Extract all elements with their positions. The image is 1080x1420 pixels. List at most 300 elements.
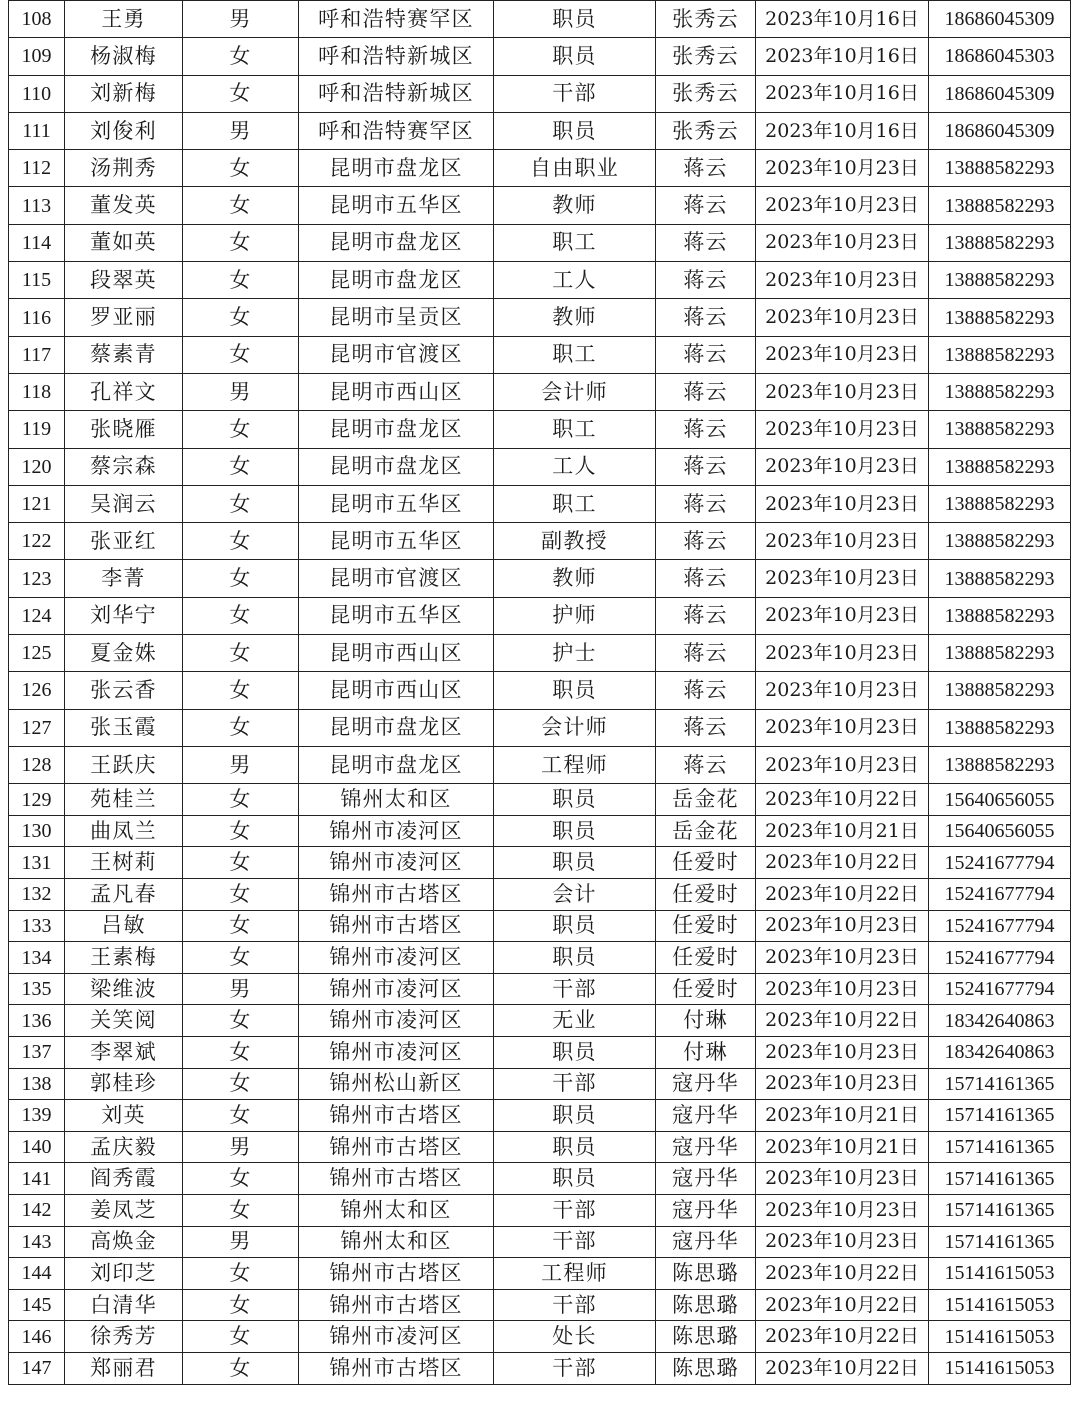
row-number: 112: [9, 150, 65, 187]
row-number: 116: [9, 299, 65, 336]
gender-cell: 女: [183, 597, 299, 634]
row-number: 130: [9, 815, 65, 847]
occupation-cell: 职员: [494, 910, 656, 942]
gender-cell: 女: [183, 1289, 299, 1321]
row-number: 137: [9, 1036, 65, 1068]
district-cell: 锦州市古塔区: [299, 1289, 494, 1321]
row-number: 147: [9, 1352, 65, 1384]
phone-cell: 15241677794: [929, 910, 1071, 942]
contact-cell: 寇丹华: [656, 1131, 756, 1163]
contact-cell: 付琳: [656, 1005, 756, 1037]
gender-cell: 女: [183, 847, 299, 879]
phone-cell: 15714161365: [929, 1100, 1071, 1132]
gender-cell: 女: [183, 1163, 299, 1195]
occupation-cell: 职员: [494, 847, 656, 879]
gender-cell: 女: [183, 1068, 299, 1100]
date-cell: 2023年10月16日: [756, 112, 929, 149]
table-row: [9, 879, 1071, 911]
district-cell: 昆明市五华区: [299, 485, 494, 522]
date-cell: 2023年10月23日: [756, 448, 929, 485]
occupation-cell: 护士: [494, 635, 656, 672]
table-row: [9, 910, 1071, 942]
name-cell: 王树莉: [65, 847, 183, 879]
name-cell: 张晓雁: [65, 411, 183, 448]
name-cell: 徐秀芳: [65, 1321, 183, 1353]
member-table: [8, 0, 1071, 1385]
date-cell: 2023年10月23日: [756, 672, 929, 709]
phone-cell: 15640656055: [929, 784, 1071, 816]
table-row: [9, 411, 1071, 448]
row-number: 114: [9, 224, 65, 261]
date-cell: 2023年10月23日: [756, 1226, 929, 1258]
district-cell: 锦州太和区: [299, 784, 494, 816]
phone-cell: 13888582293: [929, 299, 1071, 336]
row-number: 126: [9, 672, 65, 709]
table-row: [9, 1005, 1071, 1037]
row-number: 110: [9, 75, 65, 112]
district-cell: 昆明市盘龙区: [299, 262, 494, 299]
gender-cell: 女: [183, 224, 299, 261]
occupation-cell: 职员: [494, 1163, 656, 1195]
date-cell: 2023年10月21日: [756, 815, 929, 847]
phone-cell: 13888582293: [929, 411, 1071, 448]
contact-cell: 陈思璐: [656, 1352, 756, 1384]
gender-cell: 男: [183, 746, 299, 783]
phone-cell: 13888582293: [929, 523, 1071, 560]
date-cell: 2023年10月23日: [756, 1163, 929, 1195]
occupation-cell: 工人: [494, 262, 656, 299]
row-number: 133: [9, 910, 65, 942]
table-row: [9, 38, 1071, 75]
table-row: [9, 709, 1071, 746]
gender-cell: 男: [183, 1226, 299, 1258]
table-row: [9, 150, 1071, 187]
date-cell: 2023年10月23日: [756, 187, 929, 224]
gender-cell: 女: [183, 709, 299, 746]
contact-cell: 蒋云: [656, 336, 756, 373]
name-cell: 孟庆毅: [65, 1131, 183, 1163]
gender-cell: 女: [183, 784, 299, 816]
phone-cell: 13888582293: [929, 224, 1071, 261]
district-cell: 昆明市呈贡区: [299, 299, 494, 336]
occupation-cell: 职工: [494, 224, 656, 261]
date-cell: 2023年10月23日: [756, 336, 929, 373]
occupation-cell: 会计师: [494, 709, 656, 746]
phone-cell: 18686045309: [929, 112, 1071, 149]
occupation-cell: 干部: [494, 1289, 656, 1321]
date-cell: 2023年10月22日: [756, 847, 929, 879]
occupation-cell: 职工: [494, 485, 656, 522]
contact-cell: 蒋云: [656, 635, 756, 672]
name-cell: 张云香: [65, 672, 183, 709]
gender-cell: 女: [183, 336, 299, 373]
gender-cell: 女: [183, 1258, 299, 1290]
district-cell: 锦州太和区: [299, 1194, 494, 1226]
phone-cell: 15714161365: [929, 1226, 1071, 1258]
phone-cell: 13888582293: [929, 560, 1071, 597]
phone-cell: 15141615053: [929, 1258, 1071, 1290]
district-cell: 昆明市五华区: [299, 523, 494, 560]
date-cell: 2023年10月22日: [756, 1289, 929, 1321]
name-cell: 孟凡春: [65, 879, 183, 911]
gender-cell: 女: [183, 879, 299, 911]
table-row: [9, 847, 1071, 879]
table-row: [9, 187, 1071, 224]
name-cell: 王跃庆: [65, 746, 183, 783]
occupation-cell: 处长: [494, 1321, 656, 1353]
occupation-cell: 干部: [494, 1194, 656, 1226]
occupation-cell: 职员: [494, 112, 656, 149]
contact-cell: 任爱时: [656, 847, 756, 879]
contact-cell: 张秀云: [656, 75, 756, 112]
occupation-cell: 职员: [494, 784, 656, 816]
phone-cell: 15241677794: [929, 973, 1071, 1005]
occupation-cell: 无业: [494, 1005, 656, 1037]
row-number: 113: [9, 187, 65, 224]
gender-cell: 女: [183, 411, 299, 448]
table-row: [9, 942, 1071, 974]
contact-cell: 任爱时: [656, 973, 756, 1005]
district-cell: 锦州市凌河区: [299, 1005, 494, 1037]
row-number: 118: [9, 373, 65, 410]
phone-cell: 13888582293: [929, 448, 1071, 485]
table-row: [9, 1321, 1071, 1353]
name-cell: 郑丽君: [65, 1352, 183, 1384]
name-cell: 汤荆秀: [65, 150, 183, 187]
district-cell: 锦州松山新区: [299, 1068, 494, 1100]
row-number: 131: [9, 847, 65, 879]
district-cell: 昆明市五华区: [299, 187, 494, 224]
contact-cell: 蒋云: [656, 224, 756, 261]
name-cell: 王素梅: [65, 942, 183, 974]
table-row: [9, 485, 1071, 522]
phone-cell: 13888582293: [929, 262, 1071, 299]
date-cell: 2023年10月22日: [756, 1005, 929, 1037]
district-cell: 昆明市盘龙区: [299, 746, 494, 783]
table-row: [9, 1131, 1071, 1163]
contact-cell: 蒋云: [656, 746, 756, 783]
district-cell: 锦州市古塔区: [299, 1352, 494, 1384]
occupation-cell: 会计: [494, 879, 656, 911]
name-cell: 刘俊利: [65, 112, 183, 149]
occupation-cell: 护师: [494, 597, 656, 634]
date-cell: 2023年10月22日: [756, 1352, 929, 1384]
date-cell: 2023年10月23日: [756, 373, 929, 410]
name-cell: 吕敏: [65, 910, 183, 942]
phone-cell: 18686045303: [929, 38, 1071, 75]
occupation-cell: 职员: [494, 815, 656, 847]
occupation-cell: 工程师: [494, 746, 656, 783]
contact-cell: 陈思璐: [656, 1321, 756, 1353]
gender-cell: 女: [183, 299, 299, 336]
contact-cell: 寇丹华: [656, 1163, 756, 1195]
table-row: [9, 1163, 1071, 1195]
occupation-cell: 副教授: [494, 523, 656, 560]
table-row: [9, 1036, 1071, 1068]
occupation-cell: 职员: [494, 1, 656, 38]
table-body: [9, 1, 1071, 1385]
gender-cell: 男: [183, 1, 299, 38]
row-number: 129: [9, 784, 65, 816]
contact-cell: 任爱时: [656, 910, 756, 942]
table-row: [9, 672, 1071, 709]
date-cell: 2023年10月23日: [756, 560, 929, 597]
district-cell: 锦州太和区: [299, 1226, 494, 1258]
contact-cell: 寇丹华: [656, 1068, 756, 1100]
table-row: [9, 1226, 1071, 1258]
occupation-cell: 自由职业: [494, 150, 656, 187]
row-number: 117: [9, 336, 65, 373]
district-cell: 昆明市官渡区: [299, 560, 494, 597]
date-cell: 2023年10月23日: [756, 746, 929, 783]
name-cell: 刘英: [65, 1100, 183, 1132]
table-row: [9, 815, 1071, 847]
district-cell: 锦州市凌河区: [299, 942, 494, 974]
district-cell: 锦州市古塔区: [299, 910, 494, 942]
row-number: 115: [9, 262, 65, 299]
occupation-cell: 职工: [494, 336, 656, 373]
row-number: 121: [9, 485, 65, 522]
row-number: 134: [9, 942, 65, 974]
phone-cell: 18342640863: [929, 1036, 1071, 1068]
table-row: [9, 597, 1071, 634]
name-cell: 罗亚丽: [65, 299, 183, 336]
date-cell: 2023年10月16日: [756, 1, 929, 38]
contact-cell: 张秀云: [656, 112, 756, 149]
row-number: 142: [9, 1194, 65, 1226]
date-cell: 2023年10月21日: [756, 1100, 929, 1132]
district-cell: 锦州市凌河区: [299, 847, 494, 879]
occupation-cell: 干部: [494, 1226, 656, 1258]
phone-cell: 15714161365: [929, 1194, 1071, 1226]
contact-cell: 蒋云: [656, 597, 756, 634]
gender-cell: 女: [183, 635, 299, 672]
contact-cell: 蒋云: [656, 187, 756, 224]
name-cell: 段翠英: [65, 262, 183, 299]
gender-cell: 女: [183, 672, 299, 709]
district-cell: 昆明市西山区: [299, 373, 494, 410]
contact-cell: 张秀云: [656, 38, 756, 75]
row-number: 140: [9, 1131, 65, 1163]
name-cell: 刘新梅: [65, 75, 183, 112]
phone-cell: 13888582293: [929, 746, 1071, 783]
contact-cell: 蒋云: [656, 485, 756, 522]
gender-cell: 女: [183, 942, 299, 974]
gender-cell: 女: [183, 1005, 299, 1037]
gender-cell: 女: [183, 1194, 299, 1226]
contact-cell: 付琳: [656, 1036, 756, 1068]
phone-cell: 15241677794: [929, 879, 1071, 911]
date-cell: 2023年10月23日: [756, 523, 929, 560]
name-cell: 蔡宗森: [65, 448, 183, 485]
district-cell: 锦州市凌河区: [299, 1036, 494, 1068]
row-number: 109: [9, 38, 65, 75]
name-cell: 姜凤芝: [65, 1194, 183, 1226]
contact-cell: 蒋云: [656, 560, 756, 597]
phone-cell: 15241677794: [929, 942, 1071, 974]
contact-cell: 岳金花: [656, 784, 756, 816]
name-cell: 曲凤兰: [65, 815, 183, 847]
contact-cell: 蒋云: [656, 709, 756, 746]
contact-cell: 寇丹华: [656, 1100, 756, 1132]
name-cell: 梁维波: [65, 973, 183, 1005]
name-cell: 孔祥文: [65, 373, 183, 410]
row-number: 123: [9, 560, 65, 597]
date-cell: 2023年10月23日: [756, 1068, 929, 1100]
table-row: [9, 373, 1071, 410]
row-number: 127: [9, 709, 65, 746]
row-number: 146: [9, 1321, 65, 1353]
table-row: [9, 973, 1071, 1005]
occupation-cell: 职员: [494, 942, 656, 974]
occupation-cell: 职员: [494, 1100, 656, 1132]
contact-cell: 蒋云: [656, 523, 756, 560]
occupation-cell: 干部: [494, 973, 656, 1005]
occupation-cell: 职员: [494, 1036, 656, 1068]
contact-cell: 陈思璐: [656, 1289, 756, 1321]
phone-cell: 13888582293: [929, 187, 1071, 224]
occupation-cell: 工人: [494, 448, 656, 485]
date-cell: 2023年10月21日: [756, 1131, 929, 1163]
date-cell: 2023年10月23日: [756, 1194, 929, 1226]
phone-cell: 13888582293: [929, 709, 1071, 746]
phone-cell: 13888582293: [929, 485, 1071, 522]
row-number: 132: [9, 879, 65, 911]
date-cell: 2023年10月23日: [756, 597, 929, 634]
district-cell: 昆明市盘龙区: [299, 224, 494, 261]
phone-cell: 13888582293: [929, 150, 1071, 187]
contact-cell: 任爱时: [656, 879, 756, 911]
name-cell: 王勇: [65, 1, 183, 38]
name-cell: 刘印芝: [65, 1258, 183, 1290]
date-cell: 2023年10月16日: [756, 38, 929, 75]
gender-cell: 女: [183, 1352, 299, 1384]
date-cell: 2023年10月22日: [756, 784, 929, 816]
occupation-cell: 工程师: [494, 1258, 656, 1290]
gender-cell: 女: [183, 262, 299, 299]
table-row: [9, 448, 1071, 485]
date-cell: 2023年10月23日: [756, 150, 929, 187]
name-cell: 杨淑梅: [65, 38, 183, 75]
district-cell: 昆明市西山区: [299, 635, 494, 672]
name-cell: 董如英: [65, 224, 183, 261]
phone-cell: 15141615053: [929, 1352, 1071, 1384]
occupation-cell: 职员: [494, 38, 656, 75]
gender-cell: 男: [183, 1131, 299, 1163]
row-number: 145: [9, 1289, 65, 1321]
table-row: [9, 75, 1071, 112]
gender-cell: 女: [183, 523, 299, 560]
occupation-cell: 会计师: [494, 373, 656, 410]
occupation-cell: 职工: [494, 411, 656, 448]
contact-cell: 任爱时: [656, 942, 756, 974]
row-number: 144: [9, 1258, 65, 1290]
occupation-cell: 职员: [494, 1131, 656, 1163]
district-cell: 锦州市古塔区: [299, 1131, 494, 1163]
contact-cell: 寇丹华: [656, 1226, 756, 1258]
phone-cell: 15241677794: [929, 847, 1071, 879]
name-cell: 白清华: [65, 1289, 183, 1321]
gender-cell: 男: [183, 373, 299, 410]
name-cell: 刘华宁: [65, 597, 183, 634]
occupation-cell: 职员: [494, 672, 656, 709]
date-cell: 2023年10月22日: [756, 1321, 929, 1353]
date-cell: 2023年10月23日: [756, 910, 929, 942]
row-number: 136: [9, 1005, 65, 1037]
occupation-cell: 教师: [494, 299, 656, 336]
name-cell: 张玉霞: [65, 709, 183, 746]
contact-cell: 蒋云: [656, 299, 756, 336]
name-cell: 关笑阅: [65, 1005, 183, 1037]
row-number: 138: [9, 1068, 65, 1100]
row-number: 125: [9, 635, 65, 672]
phone-cell: 13888582293: [929, 597, 1071, 634]
contact-cell: 蒋云: [656, 150, 756, 187]
gender-cell: 女: [183, 1100, 299, 1132]
contact-cell: 蒋云: [656, 262, 756, 299]
district-cell: 呼和浩特赛罕区: [299, 112, 494, 149]
phone-cell: 15640656055: [929, 815, 1071, 847]
date-cell: 2023年10月23日: [756, 411, 929, 448]
district-cell: 昆明市西山区: [299, 672, 494, 709]
row-number: 122: [9, 523, 65, 560]
name-cell: 吴润云: [65, 485, 183, 522]
contact-cell: 蒋云: [656, 373, 756, 410]
district-cell: 昆明市盘龙区: [299, 150, 494, 187]
contact-cell: 蒋云: [656, 672, 756, 709]
table-row: [9, 112, 1071, 149]
gender-cell: 女: [183, 38, 299, 75]
table-row: [9, 635, 1071, 672]
occupation-cell: 干部: [494, 1068, 656, 1100]
name-cell: 苑桂兰: [65, 784, 183, 816]
district-cell: 锦州市古塔区: [299, 1100, 494, 1132]
district-cell: 呼和浩特新城区: [299, 75, 494, 112]
row-number: 143: [9, 1226, 65, 1258]
row-number: 120: [9, 448, 65, 485]
occupation-cell: 干部: [494, 1352, 656, 1384]
gender-cell: 女: [183, 815, 299, 847]
date-cell: 2023年10月23日: [756, 485, 929, 522]
date-cell: 2023年10月23日: [756, 262, 929, 299]
name-cell: 郭桂珍: [65, 1068, 183, 1100]
table-row: [9, 1352, 1071, 1384]
gender-cell: 男: [183, 973, 299, 1005]
row-number: 135: [9, 973, 65, 1005]
contact-cell: 陈思璐: [656, 1258, 756, 1290]
occupation-cell: 干部: [494, 75, 656, 112]
date-cell: 2023年10月23日: [756, 224, 929, 261]
district-cell: 呼和浩特新城区: [299, 38, 494, 75]
gender-cell: 男: [183, 112, 299, 149]
gender-cell: 女: [183, 560, 299, 597]
phone-cell: 18686045309: [929, 1, 1071, 38]
name-cell: 张亚红: [65, 523, 183, 560]
phone-cell: 13888582293: [929, 635, 1071, 672]
date-cell: 2023年10月22日: [756, 879, 929, 911]
district-cell: 昆明市五华区: [299, 597, 494, 634]
district-cell: 昆明市盘龙区: [299, 411, 494, 448]
phone-cell: 13888582293: [929, 373, 1071, 410]
phone-cell: 18686045309: [929, 75, 1071, 112]
phone-cell: 15141615053: [929, 1321, 1071, 1353]
phone-cell: 18342640863: [929, 1005, 1071, 1037]
table-row: [9, 1289, 1071, 1321]
row-number: 111: [9, 112, 65, 149]
name-cell: 董发英: [65, 187, 183, 224]
gender-cell: 女: [183, 910, 299, 942]
gender-cell: 女: [183, 448, 299, 485]
